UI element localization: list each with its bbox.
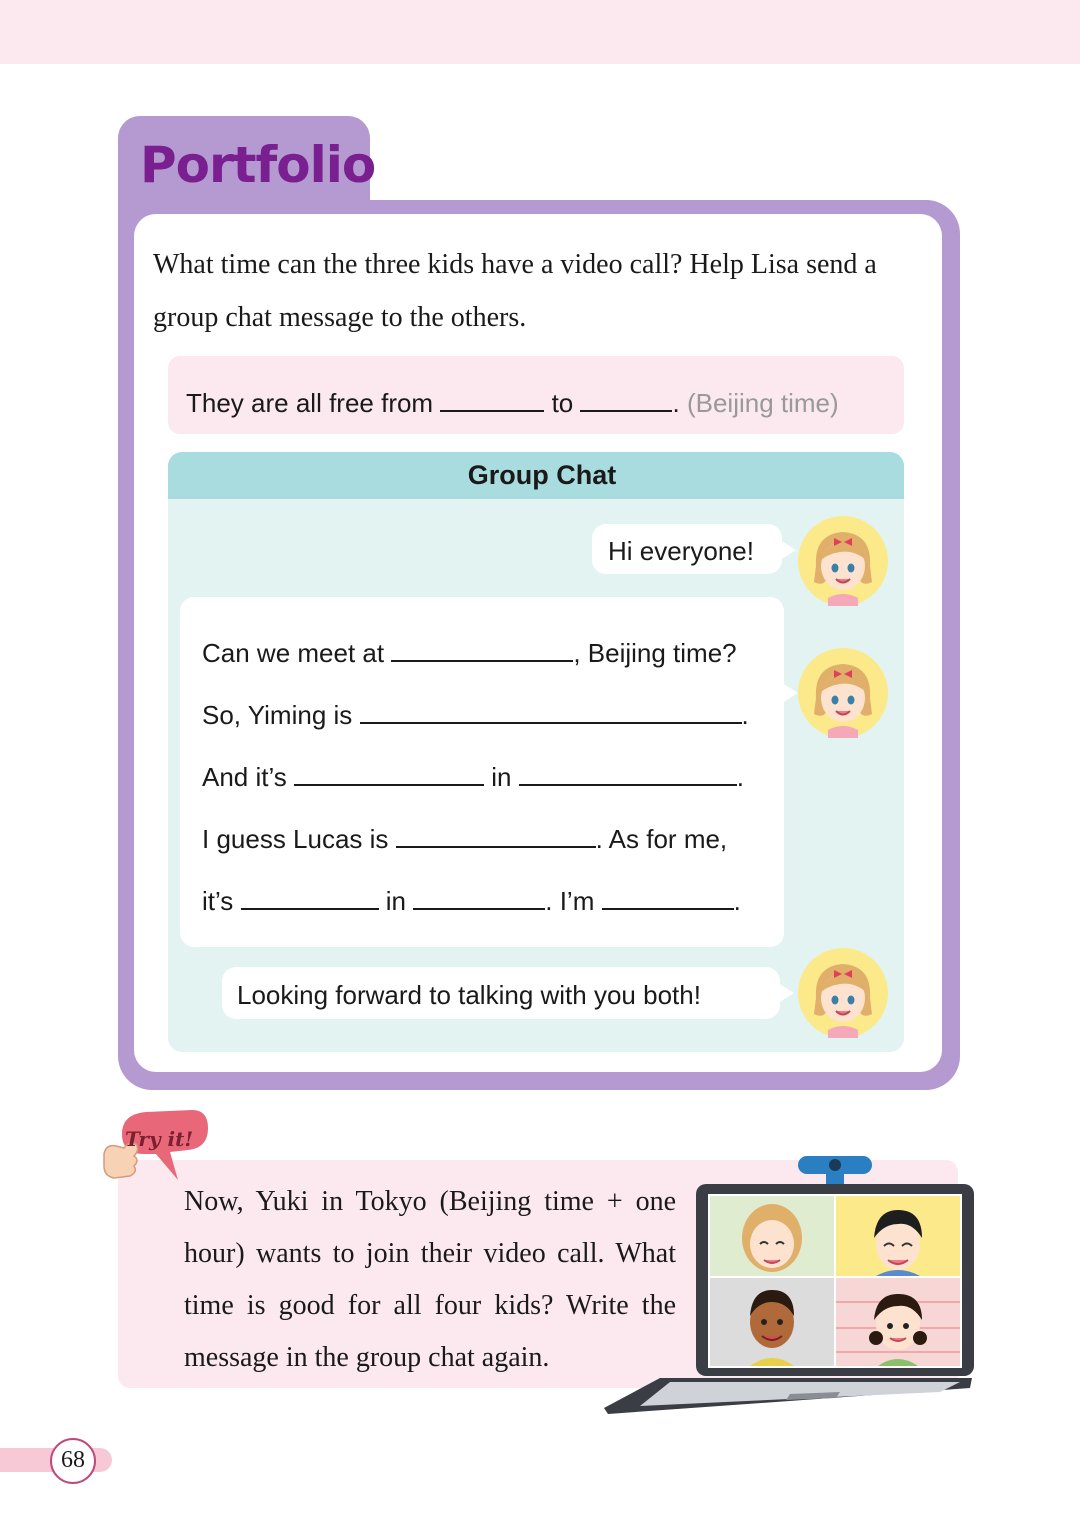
message-line-2: [202, 700, 749, 731]
blank-place-2[interactable]: [413, 888, 545, 910]
blank-time-1[interactable]: [294, 764, 484, 786]
l2-text-b: .: [741, 700, 749, 730]
blank-place-1[interactable]: [519, 764, 737, 786]
l2-text-a: So, Yiming is: [202, 700, 353, 730]
l4-text-b: . As for me,: [595, 824, 728, 854]
free-text-1: They are all free from: [186, 388, 434, 418]
blank-from[interactable]: [440, 390, 544, 412]
l1-text-b: , Beijing time?: [573, 638, 737, 668]
free-text-2: to: [551, 388, 574, 418]
l3-text-c: .: [736, 762, 744, 792]
question-text: What time can the three kids have a video call? Help Lisa send a group chat message to the others.: [153, 249, 877, 333]
message-line-1: [202, 638, 737, 669]
chat-title: Group Chat: [467, 460, 617, 490]
lisa-avatar-icon: [798, 648, 888, 738]
l5-text-a: it’s: [202, 886, 234, 916]
blank-lucas[interactable]: [396, 826, 596, 848]
try-it-text: Now, Yuki in Tokyo (Beijing time + one hour) wants to join their video call. What time is good for all four kids? Write the message in the group chat again.: [184, 1186, 676, 1373]
message-line-4: [202, 824, 727, 855]
blank-to[interactable]: [580, 390, 672, 412]
blank-yiming[interactable]: [360, 702, 742, 724]
greeting-text: Hi everyone!: [608, 536, 754, 566]
free-time-line: [186, 388, 839, 419]
lisa-avatar-icon: [798, 948, 888, 1038]
l3-text-b: in: [491, 762, 512, 792]
message-line-5: [202, 886, 741, 917]
l3-text-a: And it’s: [202, 762, 287, 792]
l5-text-d: .: [733, 886, 741, 916]
blank-meet-time[interactable]: [391, 640, 573, 662]
try-it-label: Try it!: [125, 1127, 194, 1151]
free-text-3: .: [672, 388, 680, 418]
l1-text-a: Can we meet at: [202, 638, 385, 668]
top-band: [0, 0, 1080, 64]
portfolio-title: Portfolio: [140, 136, 376, 194]
l4-text-a: I guess Lucas is: [202, 824, 389, 854]
laptop-video-call-icon: [600, 1152, 980, 1422]
blank-time-2[interactable]: [241, 888, 379, 910]
closing-text: Looking forward to talking with you both!: [237, 980, 701, 1010]
l5-text-b: in: [385, 886, 407, 916]
message-line-3: [202, 762, 744, 793]
page-number: 68: [61, 1447, 85, 1473]
blank-activity[interactable]: [602, 888, 734, 910]
lisa-avatar-icon: [798, 516, 888, 606]
l5-text-c: . I’m: [545, 886, 595, 916]
beijing-time-hint: (Beijing time): [686, 388, 839, 418]
